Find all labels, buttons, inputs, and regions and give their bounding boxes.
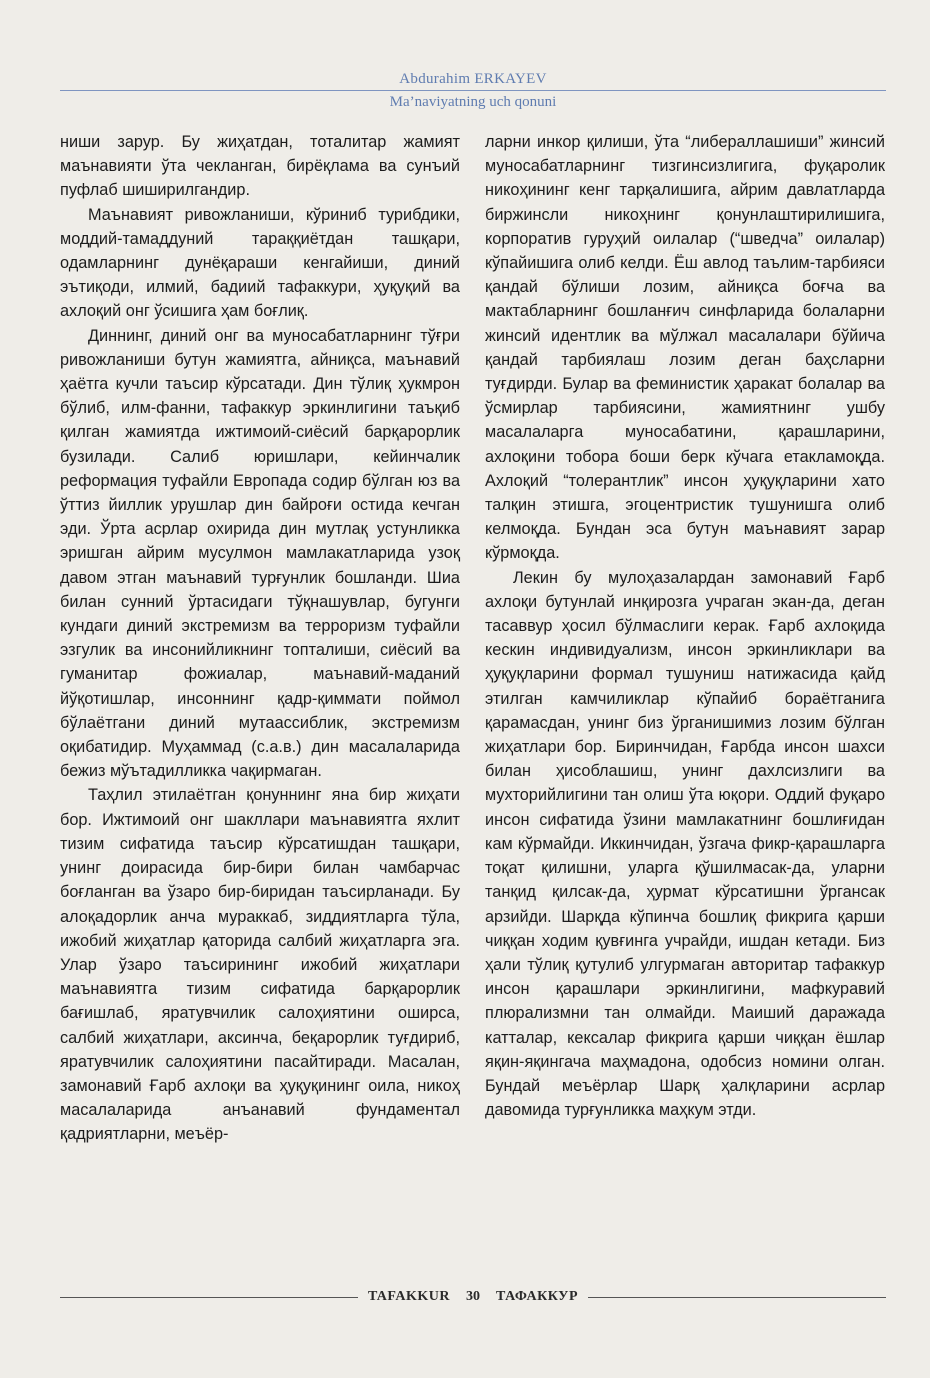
footer-rule-right: [588, 1297, 886, 1298]
paragraph: Лекин бу мулоҳазалардан замонавий Ғарб ахлоқи бутунлай инқирозга учраган экан-да, деган тасаввур ҳосил бўлмаслиги керак. Ғарб ахлоқида кескин индивидуализм, инсон эркинликлари ва ҳуқуқларини формал тушуниш натижасида қайд этилган камчиликлар кўпайиб бораётганига қарамасдан, унинг биз ўрганишимиз лозим бўлган жиҳатлари бор. Биринчидан, Ғарбда инсон шахси билан ҳисоблашиш, унинг дахлсизлиги ва мухторийлигини тан олиш ўта юқори. Оддий фуқаро инсон сифатида ўзини мамлакатнинг бошлиғидан кам кўрмайди. Иккинчидан, ўзгача фикр-қарашларга тоқат қилишни, уларга қўшилмасак-да, уларни танқид қилсак-да, ҳурмат кўрсатишни ўргансак арзийди. Шарқда кўпинча бошлиқ фикрига қарши чиққан ходим қувғинга учрайди, ишдан кетади. Биз ҳали тўлиқ қутулиб улгурмаган авторитар тафаккур инсон қарашлари эркинлигини, мафкуравий плюрализмни тан олмайди. Маиший даражада катталар, кексалар фикрига қарши чиққан ёшлар яқин-яқингача маҳмадона, одобсиз номини олган. Бундай меъёрлар Шарқ ҳалқларини асрлар давомида турғунликка маҳкум этди.: [485, 568, 885, 1120]
header-rule: [60, 90, 886, 91]
paragraph: ниши зарур. Бу жиҳатдан, тоталитар жамият маънавияти ўта чекланган, бирёқлама ва сунъий пуфлаб шиширилгандир.: [60, 133, 460, 200]
journal-title-latin: TAFAKKUR: [367, 1289, 451, 1304]
right-column: [485, 130, 885, 1122]
page-number: 30: [466, 1289, 481, 1304]
book-title: Ma’naviyatning uch qonuni: [389, 94, 557, 110]
paragraph: Диннинг, диний онг ва муносабатларнинг тўғри ривожланиши бутун жамиятга, айниқса, маънавий ҳаётга кучли таъсир кўрсатади. Дин тўлиқ ҳукмрон бўлиб, илм-фанни, тафаккур эркинлигини таъқиб қилган жамиятда ижтимоий-сиёсий барқарорлик бузилади. Салиб юришлари, кейинчалик реформация туфайли Европада содир бўлган юз ва ўттиз йиллик урушлар дин байроғи остида кечган эди. Ўрта асрлар охирида дин мутлақ устунликка эришган айрим мусулмон мамлакатларида узоқ давом этган маънавий турғунлик бошланди. Шиа билан сунний ўртасидаги тўқнашувлар, бугунги кундаги диний экстремизм ва терроризм туфайли эзгулик ва инсонийликнинг топталиши, сиёсий ва гуманитар фожиалар, маънавий-маданий йўқотишлар, инсоннинг қадр-қиммати поймол бўлаётгани диний мутаассиблик, экстремизм оқибатидир. Муҳаммад (с.а.в.) дин масалаларида бежиз мўътадилликка чақирмаган.: [60, 326, 460, 781]
running-header: [60, 70, 886, 111]
paragraph: Маънавият ривожланиши, кўриниб турибдики, моддий-тамаддуний тараққиётдан ташқари, одамларнинг дунёқараши кенгайиши, диний эътиқоди, илмий, бадиий тафаккури, ҳуқуқий ва ахлоқий онг ўсишига ҳам боғлиқ.: [60, 205, 460, 321]
footer-rule-left: [60, 1297, 358, 1298]
author-name: Abdurahim ERKAYEV: [399, 71, 547, 87]
journal-title-cyrillic: ТАФАККУР: [496, 1289, 579, 1304]
left-column: [60, 130, 460, 1147]
running-footer: [60, 1289, 886, 1305]
paragraph: ларни инкор қилиши, ўта “либераллашиши” жинсий муносабатларнинг тизгинсизлигига, фуқаролик никоҳининг кенг тарқалишига, айрим давлатларда биржинсли никоҳнинг қонунлаштирилишига, корпоратив гуруҳий оилалар (“шведча” оилалар) кўпайишига олиб келди. Ёш авлод таълим-тарбияси қандай бўлиши лозим, айниқса боғча ва мактабларнинг бошланғич синфларида болаларни жинсий идентлик ва мўлжал масалалари бўйича қандай тарбиялаш лозим деган баҳсларни туғдирди. Булар ва феминистик ҳаракат болалар ва ўсмирлар тарбиясини, жамиятнинг ушбу масалаларга муносабатини, қарашларини, ахлоқини тобора боши берк кўчага етакламоқда. Ахлоқий “толерантлик” инсон ҳуқуқларини хато талқин этишга, эгоцентристик тушунишга олиб келмоқда. Бундан эса бутун маънавият зарар кўрмоқда.: [485, 133, 885, 563]
paragraph: Таҳлил этилаётган қонуннинг яна бир жиҳати бор. Ижтимоий онг шакллари маънавиятга яхлит тизим сифатида таъсир кўрсатишдан ташқари, унинг доирасида бир-бири билан чамбарчас боғланган ва ўзаро бир-биридан таъсирланади. Бу алоқадорлик анча мураккаб, зиддиятларга тўла, ижобий жиҳатлар қаторида салбий жиҳатларга эга. Улар ўзаро таъсирининг ижобий жиҳатлари маънавиятга тизим сифатида барқарорлик бағишлаб, яратувчилик салоҳиятини оширса, салбий жиҳатлари, аксинча, беқарорлик туғдириб, яратувчилик салоҳиятини пасайтиради. Масалан, замонавий Ғарб ахлоқи ва ҳуқуқининг оила, никоҳ масалаларида анъанавий фундаментал қадриятларни, меъёр-: [60, 786, 460, 1144]
